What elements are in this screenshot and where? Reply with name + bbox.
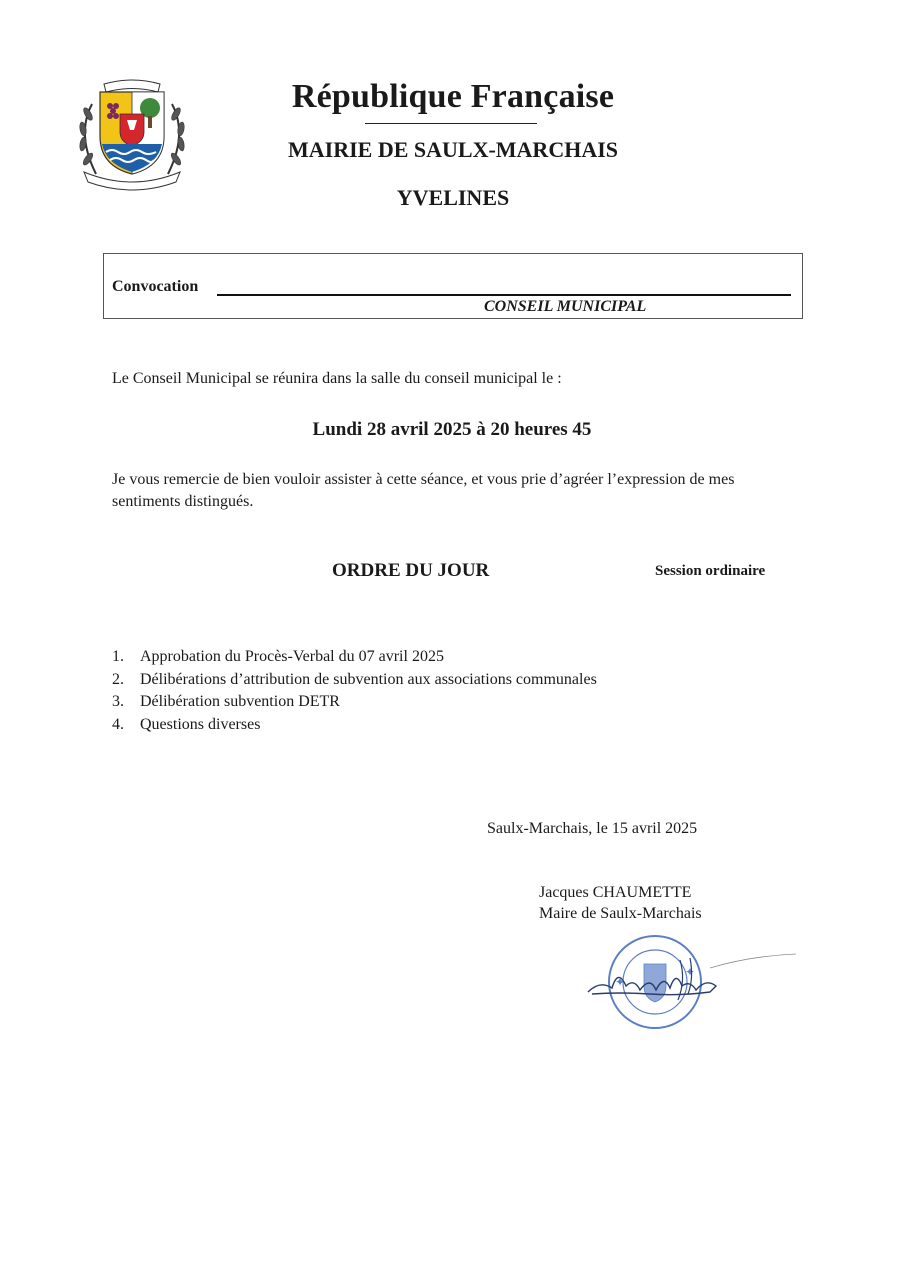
signer-title: Maire de Saulx-Marchais bbox=[539, 905, 702, 922]
place-and-date: Saulx-Marchais, le 15 avril 2025 bbox=[487, 820, 698, 837]
agenda-title: ORDRE DU JOUR bbox=[332, 560, 490, 581]
intro-text: Le Conseil Municipal se réunira dans la salle du conseil municipal le : bbox=[112, 370, 562, 387]
official-stamp-and-signature bbox=[560, 930, 800, 1034]
meeting-datetime: Lundi 28 avril 2025 à 20 heures 45 bbox=[312, 419, 592, 440]
agenda-item bbox=[112, 648, 792, 671]
svg-text:✦: ✦ bbox=[615, 975, 626, 989]
agenda-item-text: Questions diverses bbox=[140, 715, 261, 733]
convocation-subject: CONSEIL MUNICIPAL bbox=[484, 298, 647, 315]
convocation-box bbox=[103, 253, 803, 319]
agenda-item-number: 4. bbox=[112, 715, 124, 733]
agenda-item bbox=[112, 716, 792, 739]
agenda-item bbox=[112, 693, 792, 716]
agenda-item-text: Approbation du Procès-Verbal du 07 avril 2025 bbox=[140, 648, 444, 665]
country-title: République Française bbox=[291, 78, 615, 115]
signer-name: Jacques CHAUMETTE bbox=[539, 884, 692, 901]
thanks-text: Je vous remercie de bien vouloir assister à cette séance, et vous prie d’agréer l’expression de mes sentiments distingués. bbox=[112, 471, 735, 510]
department-name: YVELINES bbox=[396, 185, 510, 210]
agenda-item-number: 3. bbox=[112, 693, 124, 710]
coat-of-arms-logo bbox=[70, 74, 194, 192]
title-underline bbox=[365, 123, 537, 124]
convocation-label: Convocation bbox=[112, 278, 199, 295]
agenda-item-number: 2. bbox=[112, 670, 124, 688]
mairie-name: MAIRIE DE SAULX-MARCHAIS bbox=[287, 137, 619, 162]
agenda-item-text: Délibération subvention DETR bbox=[140, 693, 340, 710]
session-type: Session ordinaire bbox=[655, 563, 766, 579]
agenda-list bbox=[112, 648, 792, 738]
agenda-item-number: 1. bbox=[112, 648, 124, 665]
convocation-rule bbox=[217, 294, 791, 296]
svg-text:✦: ✦ bbox=[685, 965, 696, 979]
agenda-item-text: Délibérations d’attribution de subvention aux associations communales bbox=[140, 670, 597, 688]
agenda-item bbox=[112, 671, 792, 694]
